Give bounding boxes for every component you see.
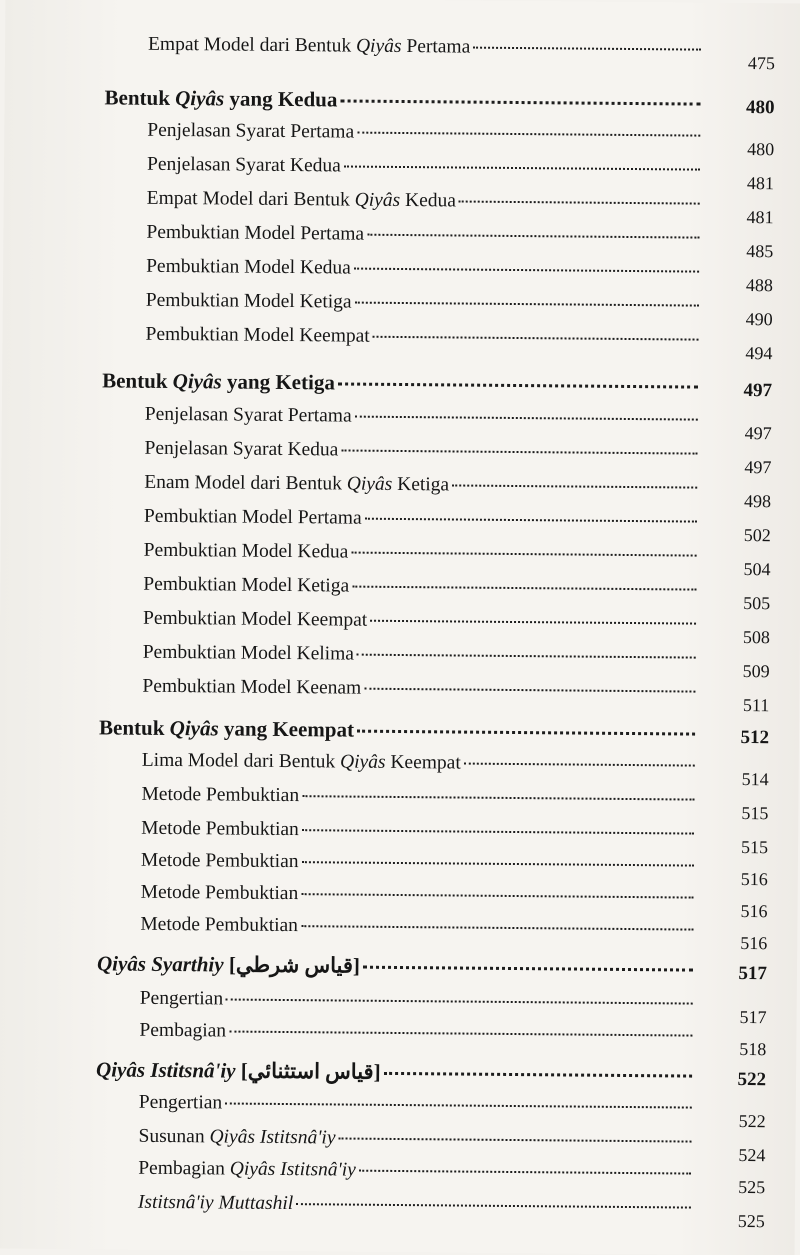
toc-page-number: 480 (745, 97, 775, 119)
dot-leader (352, 586, 696, 591)
toc-page-number: 512 (740, 726, 770, 749)
toc-subentry (147, 119, 775, 160)
dot-leader (338, 382, 698, 388)
toc-page-number: 505 (743, 592, 771, 614)
toc-entry-title: Qiyâs Syarthiy [قياس شرطي] (96, 951, 361, 978)
toc-section-entry (96, 951, 768, 990)
toc-subentry (143, 573, 771, 614)
toc-subentry (142, 607, 771, 648)
toc-entry-title: Istitsnâ'iy Muttashil (137, 1191, 294, 1215)
toc-page-number: 485 (746, 241, 774, 262)
toc-entry-title: Pembuktian Model Kelima (142, 641, 355, 665)
dot-leader (355, 416, 698, 421)
toc-page-number: 497 (743, 379, 773, 402)
toc-page-number: 516 (740, 900, 768, 922)
toc-page-number: 480 (747, 139, 775, 160)
toc-page-number: 497 (744, 423, 772, 444)
toc-subentry (137, 1191, 765, 1232)
dot-leader (473, 47, 701, 51)
dot-leader (339, 1137, 692, 1142)
toc-entry-title: Pembuktian Model Ketiga (143, 573, 350, 597)
toc-entry-title: Metode Pembuktian (141, 817, 299, 841)
toc-subentry (142, 641, 770, 682)
toc-entry-title: Enam Model dari Bentuk Qiyâs Ketiga (144, 471, 450, 496)
toc-page-number: 490 (745, 309, 773, 330)
toc-entry-title: Penjelasan Syarat Kedua (144, 437, 339, 461)
dot-leader (301, 925, 693, 930)
dot-leader (225, 1102, 692, 1108)
toc-subentry (146, 255, 774, 296)
toc-entry-title: Pembagian (139, 1019, 227, 1042)
dot-leader (355, 302, 699, 307)
toc-subentry (147, 33, 776, 74)
dot-leader (384, 1072, 692, 1078)
toc-entry-title: Lima Model dari Bentuk Qiyâs Keempat (141, 749, 461, 774)
toc-subentry (144, 471, 772, 512)
toc-page-number: 504 (743, 558, 771, 580)
toc-entry-title: Qiyâs Istitsnâ'iy [قياس استثنائي] (96, 1057, 381, 1084)
dot-leader (296, 1203, 691, 1208)
toc-entry-title: Pembuktian Model Keempat (142, 607, 368, 631)
toc-subentry (142, 675, 770, 716)
toc-page-number: 502 (743, 524, 771, 546)
toc-page-number: 481 (746, 207, 774, 228)
toc-entry-title: Pembuktian Model Pertama (143, 505, 362, 529)
toc-page-number: 522 (738, 1110, 766, 1132)
dot-leader (357, 132, 700, 137)
toc-page-number: 524 (738, 1144, 766, 1166)
toc-page-number: 488 (745, 275, 774, 296)
dot-leader (357, 654, 696, 659)
toc-entry-title: Metode Pembuktian (140, 849, 299, 873)
toc-section-entry (102, 368, 773, 407)
dot-leader (229, 1031, 692, 1037)
toc-entry-title: Pengertian (139, 987, 224, 1010)
toc-subentry (146, 221, 774, 262)
toc-page-number: 494 (745, 343, 773, 364)
toc-entry-title: Susunan Qiyâs Istitsnâ'iy (138, 1125, 336, 1149)
dot-leader (302, 829, 694, 834)
dot-leader (301, 893, 693, 898)
toc-page-number: 509 (742, 660, 770, 682)
dot-leader (340, 99, 700, 105)
toc-page-number: 515 (740, 836, 769, 858)
dot-leader (359, 1170, 691, 1175)
toc-page-number: 517 (738, 962, 768, 985)
dot-leader (357, 730, 695, 736)
toc-entry-title: Metode Pembuktian (141, 783, 300, 807)
toc-subentry (143, 505, 771, 546)
dot-leader (344, 165, 700, 170)
toc-page-number: 511 (742, 694, 770, 716)
toc-subentry (138, 1091, 766, 1132)
toc-page-number: 525 (738, 1176, 766, 1198)
toc-entry-title: Empat Model dari Bentuk Qiyâs Kedua (146, 187, 457, 212)
toc-entry-title: Metode Pembuktian (140, 913, 299, 937)
toc-subentry (138, 1157, 766, 1198)
toc-subentry (145, 323, 773, 364)
toc-entry-title: Pembuktian Model Kedua (146, 255, 351, 279)
dot-leader (373, 336, 699, 341)
toc-page-number: 475 (747, 53, 776, 74)
toc-subentry (143, 539, 771, 580)
dot-leader (354, 268, 699, 273)
dot-leader (459, 200, 700, 204)
dot-leader (367, 234, 699, 239)
toc-entry-title: Pembuktian Model Ketiga (145, 289, 352, 313)
toc-entry-title: Pembuktian Model Pertama (146, 221, 365, 245)
toc-subentry (146, 187, 774, 228)
toc-page-number: 498 (744, 490, 772, 512)
dot-leader (351, 552, 696, 557)
toc-entry-title: Pembuktian Model Keenam (142, 675, 362, 699)
toc-subentry (141, 783, 769, 824)
table-of-contents (5, 0, 800, 1232)
dot-leader (341, 449, 697, 454)
toc-entry-title: Pembagian Qiyâs Istitsnâ'iy (138, 1157, 356, 1181)
toc-page-number: 525 (737, 1210, 765, 1232)
toc-section-entry (104, 85, 775, 124)
toc-subentry (140, 913, 768, 954)
toc-page-number: 517 (739, 1006, 767, 1028)
dot-leader (302, 861, 694, 866)
toc-entry-title: Bentuk Qiyâs yang Ketiga (102, 368, 336, 395)
toc-entry-title: Pembuktian Model Kedua (143, 539, 349, 563)
toc-entry-title: Bentuk Qiyâs yang Keempat (98, 715, 355, 742)
toc-entry-title: Empat Model dari Bentuk Qiyâs Pertama (147, 33, 471, 58)
toc-section-entry (96, 1057, 767, 1096)
toc-page-number: 518 (739, 1038, 767, 1060)
toc-entry-title: Penjelasan Syarat Kedua (146, 153, 341, 177)
toc-section-entry (98, 715, 770, 754)
dot-leader (370, 620, 696, 625)
toc-page-number: 516 (740, 868, 768, 890)
toc-entry-title: Penjelasan Syarat Pertama (147, 119, 355, 143)
dot-leader (302, 795, 694, 800)
toc-page-number: 514 (741, 768, 769, 790)
toc-entry-title: Pembuktian Model Keempat (145, 323, 370, 347)
toc-subentry (139, 1019, 767, 1060)
toc-subentry (144, 437, 772, 478)
toc-page-number: 522 (737, 1068, 767, 1091)
toc-entry-title: Pengertian (138, 1091, 223, 1114)
toc-page-number: 515 (741, 802, 769, 824)
toc-subentry (141, 749, 769, 790)
toc-entry-title: Penjelasan Syarat Pertama (144, 403, 352, 427)
toc-page-number: 508 (742, 626, 771, 648)
dot-leader (464, 763, 695, 767)
toc-subentry (145, 289, 773, 330)
dot-leader (226, 998, 693, 1004)
toc-page-number: 481 (746, 173, 774, 194)
toc-subentry (146, 153, 774, 194)
toc-subentry (144, 403, 772, 444)
toc-page-number: 516 (740, 932, 768, 954)
dot-leader (363, 966, 693, 972)
toc-page-number: 497 (744, 456, 772, 478)
toc-entry-title: Metode Pembuktian (140, 881, 299, 905)
dot-leader (365, 518, 697, 523)
toc-entry-title: Bentuk Qiyâs yang Kedua (104, 85, 338, 112)
dot-leader (452, 484, 697, 488)
dot-leader (364, 688, 695, 693)
